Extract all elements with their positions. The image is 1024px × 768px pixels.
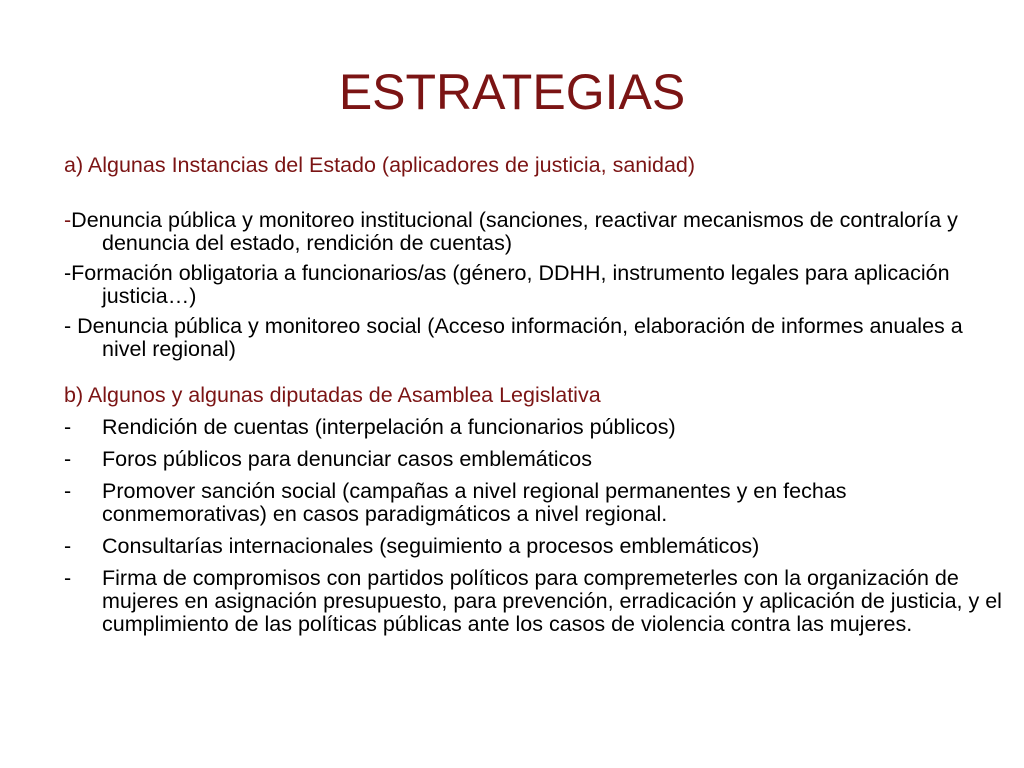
section-a-heading: a) Algunas Instancias del Estado (aplicadores de justicia, sanidad): [64, 153, 696, 177]
dash-marker: -: [64, 447, 72, 471]
section-b-item: [64, 567, 1004, 636]
dash-marker: -: [64, 534, 72, 558]
section-b-item-text: Consultarías internacionales (seguimiento a procesos emblemáticos): [102, 534, 760, 558]
section-a-item: [64, 315, 1004, 361]
dash-marker: -: [64, 208, 72, 232]
section-a-item-text: Formación obligatoria a funcionarios/as (género, DDHH, instrumento legales para aplicación justicia…): [71, 261, 950, 308]
dash-marker: -: [64, 566, 72, 590]
section-a-item: [64, 262, 1004, 308]
section-b-heading: b) Algunos y algunas diputadas de Asamblea Legislativa: [64, 383, 601, 407]
slide-content: [64, 154, 1004, 645]
dash-marker: -: [64, 479, 72, 503]
section-b-item-text: Firma de compromisos con partidos políticos para compremeterles con la organización de mujeres en asignación presupuesto, para prevención, erradicación y aplicación de justicia, y el cumplimiento de las políticas públicas ante los casos de violencia contra las mujeres.: [102, 566, 1002, 636]
section-b-item-text: Promover sanción social (campañas a nivel regional permanentes y en fechas conmemorativas) en casos paradigmáticos a nivel regional.: [102, 479, 847, 526]
dash-marker: -: [64, 415, 72, 439]
section-a-item-text: Denuncia pública y monitoreo social (Acceso información, elaboración de informes anuales a nivel regional): [77, 314, 963, 361]
section-a-item: [64, 209, 1004, 255]
section-b-item: [64, 480, 1004, 526]
section-b-item: [64, 535, 1004, 558]
section-b-item-text: Rendición de cuentas (interpelación a funcionarios públicos): [102, 415, 676, 439]
section-a-item-text: Denuncia pública y monitoreo institucional (sanciones, reactivar mecanismos de contraloría y denuncia del estado, rendición de cuentas): [71, 208, 958, 255]
dash-marker: -: [64, 314, 78, 338]
dash-marker: -: [64, 261, 72, 285]
section-b-item-text: Foros públicos para denunciar casos emblemáticos: [102, 447, 592, 471]
section-b-item: [64, 416, 1004, 439]
section-b-item: [64, 448, 1004, 471]
slide-title: ESTRATEGIAS: [338, 64, 686, 120]
